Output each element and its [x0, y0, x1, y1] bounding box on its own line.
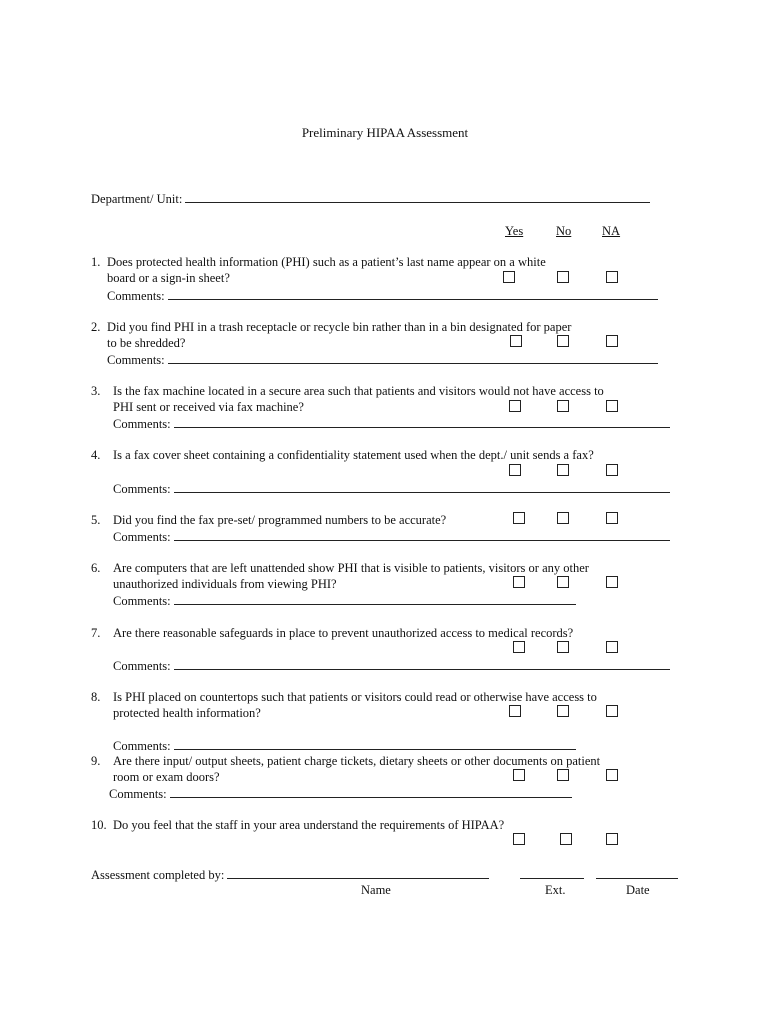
comments-label: Comments: [113, 659, 171, 673]
column-no: No [556, 224, 572, 238]
completed-by-row [91, 866, 489, 883]
no-checkbox[interactable] [557, 271, 569, 283]
comments-field[interactable] [174, 737, 576, 750]
no-checkbox[interactable] [557, 512, 569, 524]
question-number: 5. [91, 513, 101, 527]
question-number: 1. [91, 255, 101, 269]
na-checkbox[interactable] [606, 576, 618, 588]
comments-row [113, 415, 670, 432]
question-text: room or exam doors? [113, 770, 220, 784]
question-text: to be shredded? [107, 336, 186, 350]
comments-label: Comments: [113, 417, 171, 431]
ext-label: Ext. [545, 883, 566, 897]
yes-checkbox[interactable] [503, 271, 515, 283]
no-checkbox[interactable] [557, 576, 569, 588]
question-text: Are computers that are left unattended show PHI that is visible to patients, visitors or any other [113, 561, 589, 575]
comments-row [113, 592, 576, 609]
comments-row [113, 737, 576, 754]
question-number: 6. [91, 561, 101, 575]
yes-checkbox[interactable] [509, 705, 521, 717]
question-text: Does protected health information (PHI) such as a patient’s last name appear on a white [107, 255, 546, 269]
na-checkbox[interactable] [606, 705, 618, 717]
comments-label: Comments: [107, 353, 165, 367]
question-text: board or a sign-in sheet? [107, 271, 230, 285]
na-checkbox[interactable] [606, 769, 618, 781]
name-label: Name [361, 883, 391, 897]
column-na: NA [602, 224, 621, 238]
comments-label: Comments: [113, 530, 171, 544]
question-text: Did you find PHI in a trash receptacle or recycle bin rather than in a bin designated for paper [107, 320, 572, 334]
na-checkbox[interactable] [606, 641, 618, 653]
yes-checkbox[interactable] [513, 833, 525, 845]
comments-label: Comments: [113, 739, 171, 753]
comments-field[interactable] [168, 287, 658, 300]
question-number: 10. [91, 818, 107, 832]
question-number: 2. [91, 320, 101, 334]
question-text: Do you feel that the staff in your area understand the requirements of HIPAA? [113, 818, 505, 832]
no-checkbox[interactable] [560, 833, 572, 845]
department-row [91, 190, 650, 207]
no-checkbox[interactable] [557, 464, 569, 476]
na-checkbox[interactable] [606, 512, 618, 524]
department-field[interactable] [185, 190, 650, 203]
yes-checkbox[interactable] [509, 400, 521, 412]
yes-checkbox[interactable] [513, 512, 525, 524]
question-text: protected health information? [113, 706, 261, 720]
date-label: Date [626, 883, 650, 897]
comments-row [113, 480, 670, 497]
question-text: PHI sent or received via fax machine? [113, 400, 304, 414]
question-text: Are there reasonable safeguards in place to prevent unauthorized access to medical records? [113, 626, 574, 640]
comments-row [107, 351, 658, 368]
question-number: 9. [91, 754, 101, 768]
no-checkbox[interactable] [557, 705, 569, 717]
na-checkbox[interactable] [606, 464, 618, 476]
ext-field[interactable] [520, 866, 584, 879]
na-checkbox[interactable] [606, 400, 618, 412]
yes-checkbox[interactable] [509, 464, 521, 476]
question-number: 4. [91, 448, 101, 462]
question-text: Are there input/ output sheets, patient charge tickets, dietary sheets or other documents on patient [113, 754, 601, 768]
question-text: Is PHI placed on countertops such that patients or visitors could read or otherwise have access to [113, 690, 597, 704]
date-field[interactable] [596, 866, 678, 879]
comments-row [113, 657, 670, 674]
question-text: unauthorized individuals from viewing PHI? [113, 577, 337, 591]
no-checkbox[interactable] [557, 335, 569, 347]
na-checkbox[interactable] [606, 271, 618, 283]
completed-by-label: Assessment completed by: [91, 868, 225, 882]
question-number: 8. [91, 690, 101, 704]
comments-field[interactable] [174, 415, 670, 428]
comments-label: Comments: [109, 787, 167, 801]
no-checkbox[interactable] [557, 769, 569, 781]
comments-row [107, 287, 658, 304]
na-checkbox[interactable] [606, 335, 618, 347]
yes-checkbox[interactable] [513, 769, 525, 781]
question-text: Is a fax cover sheet containing a confidentiality statement used when the dept./ unit sends a fax? [113, 448, 594, 462]
department-label: Department/ Unit: [91, 192, 183, 206]
name-field[interactable] [227, 866, 489, 879]
comments-field[interactable] [170, 785, 572, 798]
comments-field[interactable] [174, 592, 576, 605]
comments-label: Comments: [113, 482, 171, 496]
yes-checkbox[interactable] [513, 641, 525, 653]
question-number: 7. [91, 626, 101, 640]
comments-field[interactable] [168, 351, 658, 364]
na-checkbox[interactable] [606, 833, 618, 845]
question-text: Did you find the fax pre-set/ programmed numbers to be accurate? [113, 513, 447, 527]
yes-checkbox[interactable] [510, 335, 522, 347]
comments-label: Comments: [113, 594, 171, 608]
comments-label: Comments: [107, 289, 165, 303]
comments-field[interactable] [174, 528, 670, 541]
comments-field[interactable] [174, 480, 670, 493]
column-yes: Yes [505, 224, 524, 238]
no-checkbox[interactable] [557, 641, 569, 653]
question-number: 3. [91, 384, 101, 398]
question-text: Is the fax machine located in a secure area such that patients and visitors would not have access to [113, 384, 604, 398]
no-checkbox[interactable] [557, 400, 569, 412]
page-title: Preliminary HIPAA Assessment [301, 125, 469, 140]
comments-field[interactable] [174, 657, 670, 670]
comments-row [113, 528, 670, 545]
comments-row [109, 785, 572, 802]
yes-checkbox[interactable] [513, 576, 525, 588]
